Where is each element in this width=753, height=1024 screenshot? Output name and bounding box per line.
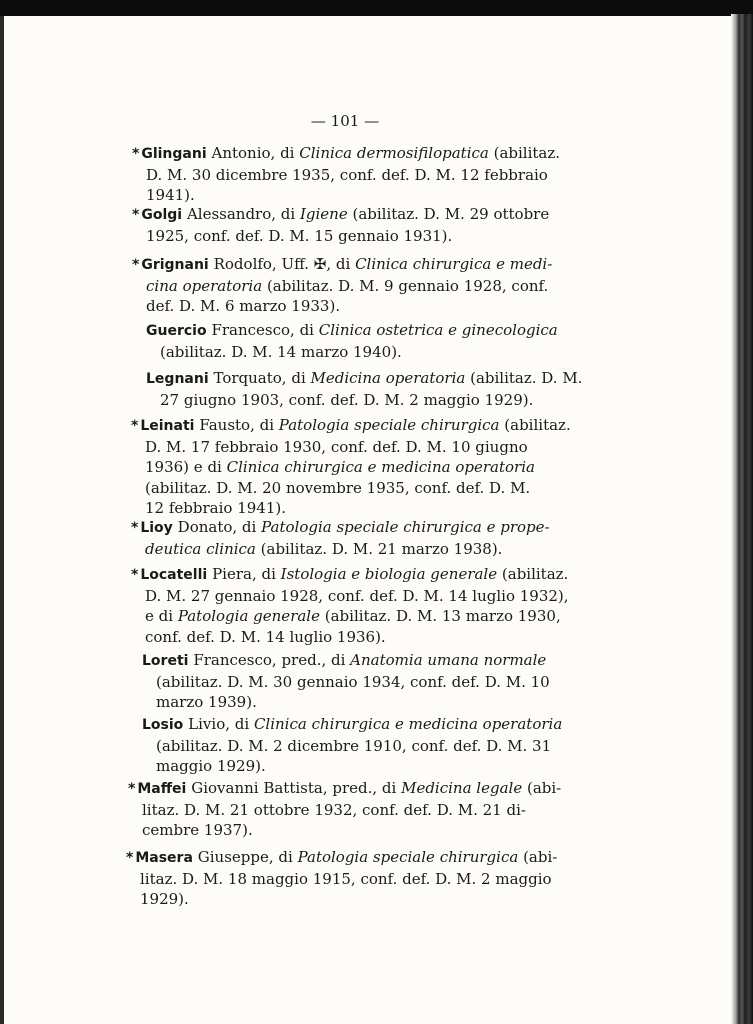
- entry-text: 12 febbraio 1941).: [145, 499, 286, 517]
- entry-text: (abilitaz.: [499, 416, 571, 434]
- entry-line: [128, 820, 554, 841]
- entry-line: [131, 517, 559, 539]
- entry-text: litaz. D. M. 21 ottobre 1932, conf. def. D. M. 21 di-: [142, 800, 526, 819]
- entry-line: [142, 692, 560, 713]
- entry-line: [132, 204, 560, 226]
- surname: Lioy: [140, 520, 178, 536]
- entry-line: [146, 390, 560, 411]
- entry-text: Livio, di: [188, 715, 254, 733]
- entry-lioy: [131, 517, 559, 559]
- entry-text: Francesco, di: [211, 321, 319, 339]
- entry-loreti: [142, 650, 560, 713]
- entry-text: Torquato, di: [213, 369, 311, 387]
- entry-legnani: [146, 368, 583, 410]
- entry-guercio: [146, 320, 560, 362]
- entry-text: (abilitaz. D. M. 9 gennaio 1928, conf.: [262, 276, 549, 295]
- subject-italic: cina operatoria: [146, 276, 263, 295]
- entry-text: (abi-: [522, 779, 562, 797]
- subject-italic: Igiene: [299, 205, 348, 223]
- entry-text: 27 giugno 1903, conf. def. D. M. 2 maggio 1929).: [160, 390, 534, 409]
- entry-text: (abilitaz. D. M. 30 gennaio 1934, conf. def. D. M. 10: [156, 672, 550, 691]
- subject-italic: Clinica ostetrica e ginecologica: [318, 321, 558, 339]
- entry-line: [131, 478, 559, 499]
- entry-text: maggio 1929).: [156, 757, 266, 775]
- entry-line: [132, 296, 560, 317]
- surname: Legnani: [146, 371, 214, 387]
- entry-text: (abilitaz. D. M.: [465, 369, 583, 387]
- entry-line: [142, 756, 560, 777]
- surname: Leinati: [140, 418, 200, 434]
- entry-text: Francesco, pred., di: [193, 651, 351, 669]
- asterisk-mark: *: [132, 207, 140, 223]
- entry-line: [142, 650, 560, 672]
- entry-text: litaz. D. M. 18 maggio 1915, conf. def. D. M. 2 maggio: [140, 869, 552, 888]
- subject-italic: Medicina legale: [401, 779, 523, 797]
- asterisk-mark: *: [132, 146, 140, 162]
- surname: Masera: [135, 850, 198, 866]
- asterisk-mark: *: [131, 520, 139, 536]
- entry-line: [131, 586, 569, 607]
- entry-text: 1925, conf. def. D. M. 15 gennaio 1931).: [146, 226, 453, 245]
- entry-line: [132, 143, 560, 165]
- entry-text: (abilitaz. D. M. 20 novembre 1935, conf. def. D. M.: [145, 478, 531, 497]
- entry-line: [131, 498, 559, 519]
- entry-text: Fausto, di: [199, 416, 279, 434]
- subject-italic: Patologia speciale chirurgica: [297, 848, 519, 866]
- page-number: — 101 —: [310, 112, 380, 130]
- entry-line: [132, 165, 560, 186]
- entry-line: [131, 437, 559, 458]
- entry-line: [146, 368, 583, 390]
- entry-locatelli: [131, 564, 569, 647]
- entry-text: Rodolfo, Uff. ✠, di: [213, 255, 356, 273]
- entry-text: Piera, di: [212, 565, 281, 583]
- asterisk-mark: *: [128, 781, 136, 797]
- surname: Glingani: [141, 146, 212, 162]
- entry-losio: [142, 714, 563, 777]
- entry-text: D. M. 27 gennaio 1928, conf. def. D. M. 14 luglio 1932),: [145, 586, 569, 605]
- entry-text: (abi-: [518, 848, 558, 866]
- entry-line: [126, 889, 554, 910]
- entry-line: [146, 320, 560, 342]
- asterisk-mark: *: [131, 567, 139, 583]
- entry-text: Donato, di: [177, 518, 262, 536]
- entry-maffei: [128, 778, 562, 841]
- entry-text: 1936) e di: [145, 458, 227, 476]
- subject-italic: Clinica chirurgica e medicina operatoria: [253, 715, 563, 733]
- asterisk-mark: *: [132, 257, 140, 273]
- entry-line: [131, 627, 559, 648]
- entry-text: Giovanni Battista, pred., di: [191, 779, 402, 797]
- subject-italic: Patologia speciale chirurgica e prope-: [261, 518, 550, 536]
- subject-italic: Clinica dermosifilopatica: [299, 144, 489, 162]
- entry-grignani: [132, 254, 560, 317]
- entry-text: (abilitaz. D. M. 13 marzo 1930,: [319, 607, 561, 625]
- entry-text: (abilitaz. D. M. 21 marzo 1938).: [255, 539, 503, 558]
- subject-italic: Patologia speciale chirurgica: [278, 416, 500, 434]
- asterisk-mark: *: [131, 418, 139, 434]
- entry-line: [128, 800, 554, 821]
- surname: Grignani: [141, 257, 214, 273]
- entry-line: [132, 185, 560, 206]
- entry-text: marzo 1939).: [156, 693, 257, 711]
- entry-text: (abilitaz.: [488, 144, 561, 162]
- entry-text: Giuseppe, di: [197, 848, 298, 866]
- scan-right-border: [731, 14, 753, 1024]
- entry-glingani: [132, 143, 560, 206]
- entry-line: [131, 564, 569, 586]
- subject-italic: deutica clinica: [145, 539, 256, 558]
- subject-italic: Anatomia umana normale: [350, 651, 547, 669]
- entry-text: conf. def. D. M. 14 luglio 1936).: [145, 627, 386, 646]
- entry-text: D. M. 17 febbraio 1930, conf. def. D. M. 10 giugno: [145, 437, 528, 456]
- surname: Losio: [142, 717, 189, 733]
- entry-text: (abilitaz. D. M. 29 ottobre: [347, 205, 550, 223]
- subject-italic: Medicina operatoria: [310, 369, 466, 387]
- entry-golgi: [132, 204, 560, 246]
- entry-line: [146, 342, 560, 363]
- entry-line: [126, 869, 554, 890]
- entry-leinati: [131, 415, 571, 519]
- surname: Locatelli: [140, 567, 213, 583]
- surname: Guercio: [146, 323, 212, 339]
- entry-line: [132, 226, 560, 247]
- entry-line: [132, 276, 560, 297]
- entry-text: Antonio, di: [211, 144, 300, 162]
- entry-line: [132, 254, 560, 276]
- entry-line: [142, 714, 563, 736]
- entry-text: (abilitaz.: [497, 565, 569, 583]
- entry-line: [131, 457, 559, 478]
- entry-line: [131, 539, 559, 560]
- subject-italic: Clinica chirurgica e medicina operatoria: [226, 458, 535, 476]
- subject-italic: Istologia e biologia generale: [280, 565, 498, 583]
- entry-text: D. M. 30 dicembre 1935, conf. def. D. M. 12 febbraio: [146, 165, 548, 184]
- entry-text: cembre 1937).: [142, 821, 253, 839]
- surname: Maffei: [137, 781, 192, 797]
- subject-italic: Clinica chirurgica e medi-: [355, 255, 553, 273]
- entry-line: [142, 736, 560, 757]
- scan-top-border: [0, 0, 753, 16]
- entry-line: [128, 778, 562, 800]
- entry-masera: [126, 847, 558, 910]
- subject-italic: Patologia generale: [177, 607, 320, 625]
- entry-text: e di: [145, 607, 178, 625]
- entry-text: Alessandro, di: [186, 205, 300, 223]
- entry-text: 1929).: [140, 890, 189, 908]
- scan-left-border: [0, 16, 4, 1024]
- entry-line: [126, 847, 558, 869]
- entry-text: (abilitaz. D. M. 2 dicembre 1910, conf. def. D. M. 31: [156, 736, 552, 755]
- entry-line: [131, 415, 571, 437]
- surname: Loreti: [142, 653, 194, 669]
- asterisk-mark: *: [126, 850, 134, 866]
- entry-text: def. D. M. 6 marzo 1933).: [146, 297, 341, 315]
- entry-line: [142, 672, 560, 693]
- entry-text: (abilitaz. D. M. 14 marzo 1940).: [160, 342, 402, 361]
- surname: Golgi: [141, 207, 187, 223]
- entry-text: 1941).: [146, 186, 195, 204]
- entry-line: [131, 606, 559, 627]
